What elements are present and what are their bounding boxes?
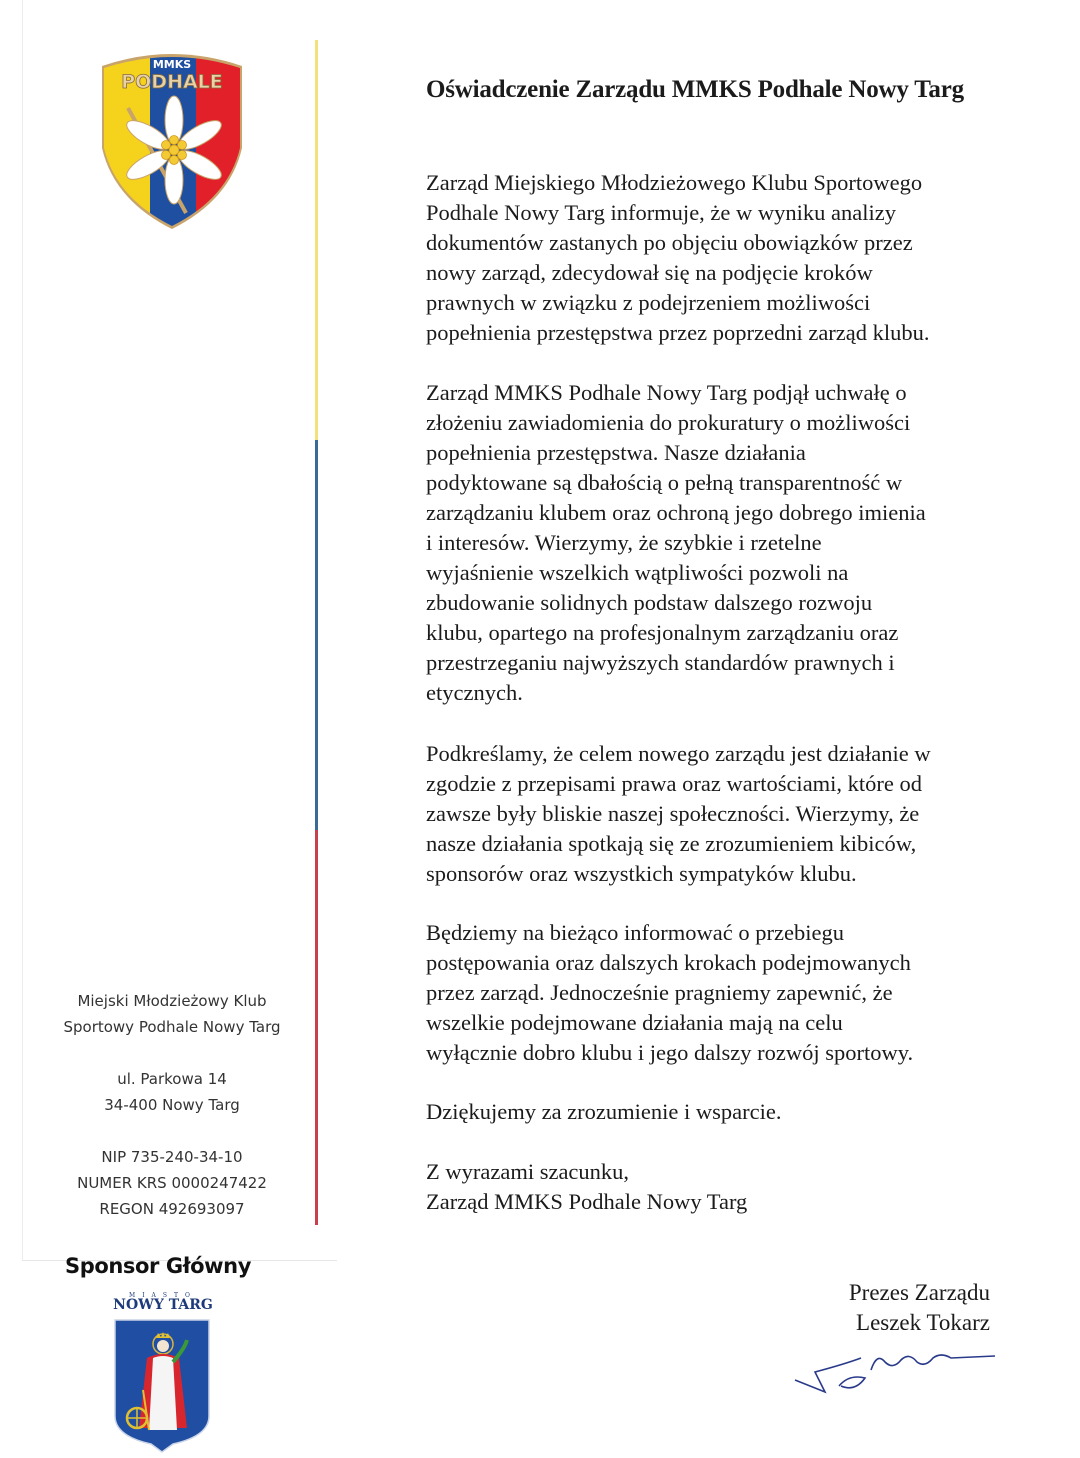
text-line: zgodzie z przepisami prawa oraz wartościami, które od <box>426 771 923 796</box>
text-line: podyktowane są dbałością o pełną transparentność w <box>426 470 903 495</box>
text-line: wyjaśnienie wszelkich wątpliwości pozwoli na <box>426 560 849 585</box>
crest-name-text: PODHALE <box>121 71 223 93</box>
regon-number: REGON 492693097 <box>99 1200 245 1218</box>
nip-number: NIP 735-240-34-10 <box>101 1148 243 1166</box>
text-line: zbudowanie solidnych podstaw dalszego rozwoju <box>426 590 873 615</box>
crest-top-text: MMKS <box>152 58 192 71</box>
closing-salutation: Z wyrazami szacunku, <box>426 1159 630 1184</box>
saint-head <box>157 1340 169 1352</box>
address-line: 34-400 Nowy Targ <box>104 1096 240 1114</box>
text-line: postępowania oraz dalszych krokach podejmowanych <box>426 950 911 975</box>
text-line: wszelkie podejmowane działania mają na celu <box>426 1010 843 1035</box>
paragraph-2 <box>426 378 1026 708</box>
krs-number: NUMER KRS 0000247422 <box>77 1174 267 1192</box>
divider-stripe-blue <box>315 440 318 830</box>
text-line: przez zarząd. Jednocześnie pragniemy zapewnić, że <box>426 980 893 1005</box>
text-line: złożeniu zawiadomienia do prokuratury o możliwości <box>426 410 911 435</box>
sponsor-heading: Sponsor Główny <box>64 1254 252 1278</box>
thanks-line <box>426 1097 1026 1127</box>
mmks-podhale-crest-logo <box>98 38 246 230</box>
text-line: sponsorów oraz wszystkich sympatyków klubu. <box>426 861 857 886</box>
nowy-targ-coat-of-arms-logo <box>113 1318 211 1454</box>
text-line: zawsze były bliskie naszej społeczności. Wierzymy, że <box>426 801 920 826</box>
text-line: przestrzeganiu najwyższych standardów prawnych i <box>426 650 895 675</box>
text-line: popełnienia przestępstwa. Nasze działania <box>426 440 806 465</box>
paragraph-4 <box>426 918 1026 1068</box>
text-line: Podkreślamy, że celem nowego zarządu jest działanie w <box>426 741 931 766</box>
club-name-line: Sportowy Podhale Nowy Targ <box>63 1018 281 1036</box>
club-name <box>22 988 322 1040</box>
text-line: Podhale Nowy Targ informuje, że w wyniku analizy <box>426 200 896 225</box>
text-line: Zarząd Miejskiego Młodzieżowego Klubu Sportowego <box>426 170 923 195</box>
text-line: i interesów. Wierzymy, że szybkie i rzetelne <box>426 530 822 555</box>
text-line: Będziemy na bieżąco informować o przebiegu <box>426 920 844 945</box>
signatory-role: Prezes Zarządu <box>848 1280 990 1305</box>
text-line: Dziękujemy za zrozumienie i wsparcie. <box>426 1099 782 1124</box>
text-line: nowy zarząd, zdecydował się na podjęcie kroków <box>426 260 873 285</box>
text-line: etycznych. <box>426 680 523 705</box>
address-line: ul. Parkowa 14 <box>117 1070 227 1088</box>
text-line: Zarząd MMKS Podhale Nowy Targ podjął uchwałę o <box>426 380 907 405</box>
text-line: zarządzaniu klubem oraz ochroną jego dobrego imienia <box>426 500 926 525</box>
club-address <box>22 1066 322 1118</box>
text-line: prawnych w związku z podejrzeniem możliwości <box>426 290 871 315</box>
document-title: Oświadczenie Zarządu MMKS Podhale Nowy Targ <box>426 76 964 103</box>
text-line: klubu, opartego na profesjonalnym zarządzaniu oraz <box>426 620 899 645</box>
closing-sender: Zarząd MMKS Podhale Nowy Targ <box>426 1189 748 1214</box>
text-line: wyłącznie dobro klubu i jego dalszy rozwój sportowy. <box>426 1040 914 1065</box>
saint-robe <box>149 1356 177 1430</box>
signatory-block <box>849 1278 990 1338</box>
handwritten-signature <box>785 1340 1005 1400</box>
paragraph-1 <box>426 168 1026 348</box>
divider-stripe-yellow <box>315 40 318 440</box>
text-line: popełnienia przestępstwa przez poprzedni zarząd klubu. <box>426 320 930 345</box>
text-line: nasze działania spotkają się ze zrozumieniem kibiców, <box>426 831 917 856</box>
paragraph-3 <box>426 739 1026 889</box>
sponsor-city-name: NOWY TARG <box>113 1297 213 1313</box>
sponsor-city-prefix: MIASTO <box>129 1292 197 1299</box>
club-name-line: Miejski Młodzieżowy Klub <box>77 992 267 1010</box>
signatory-name: Leszek Tokarz <box>856 1310 990 1335</box>
closing <box>426 1157 1026 1217</box>
text-line: dokumentów zastanych po objęciu obowiązków przez <box>426 230 913 255</box>
club-registration-ids <box>22 1144 322 1222</box>
